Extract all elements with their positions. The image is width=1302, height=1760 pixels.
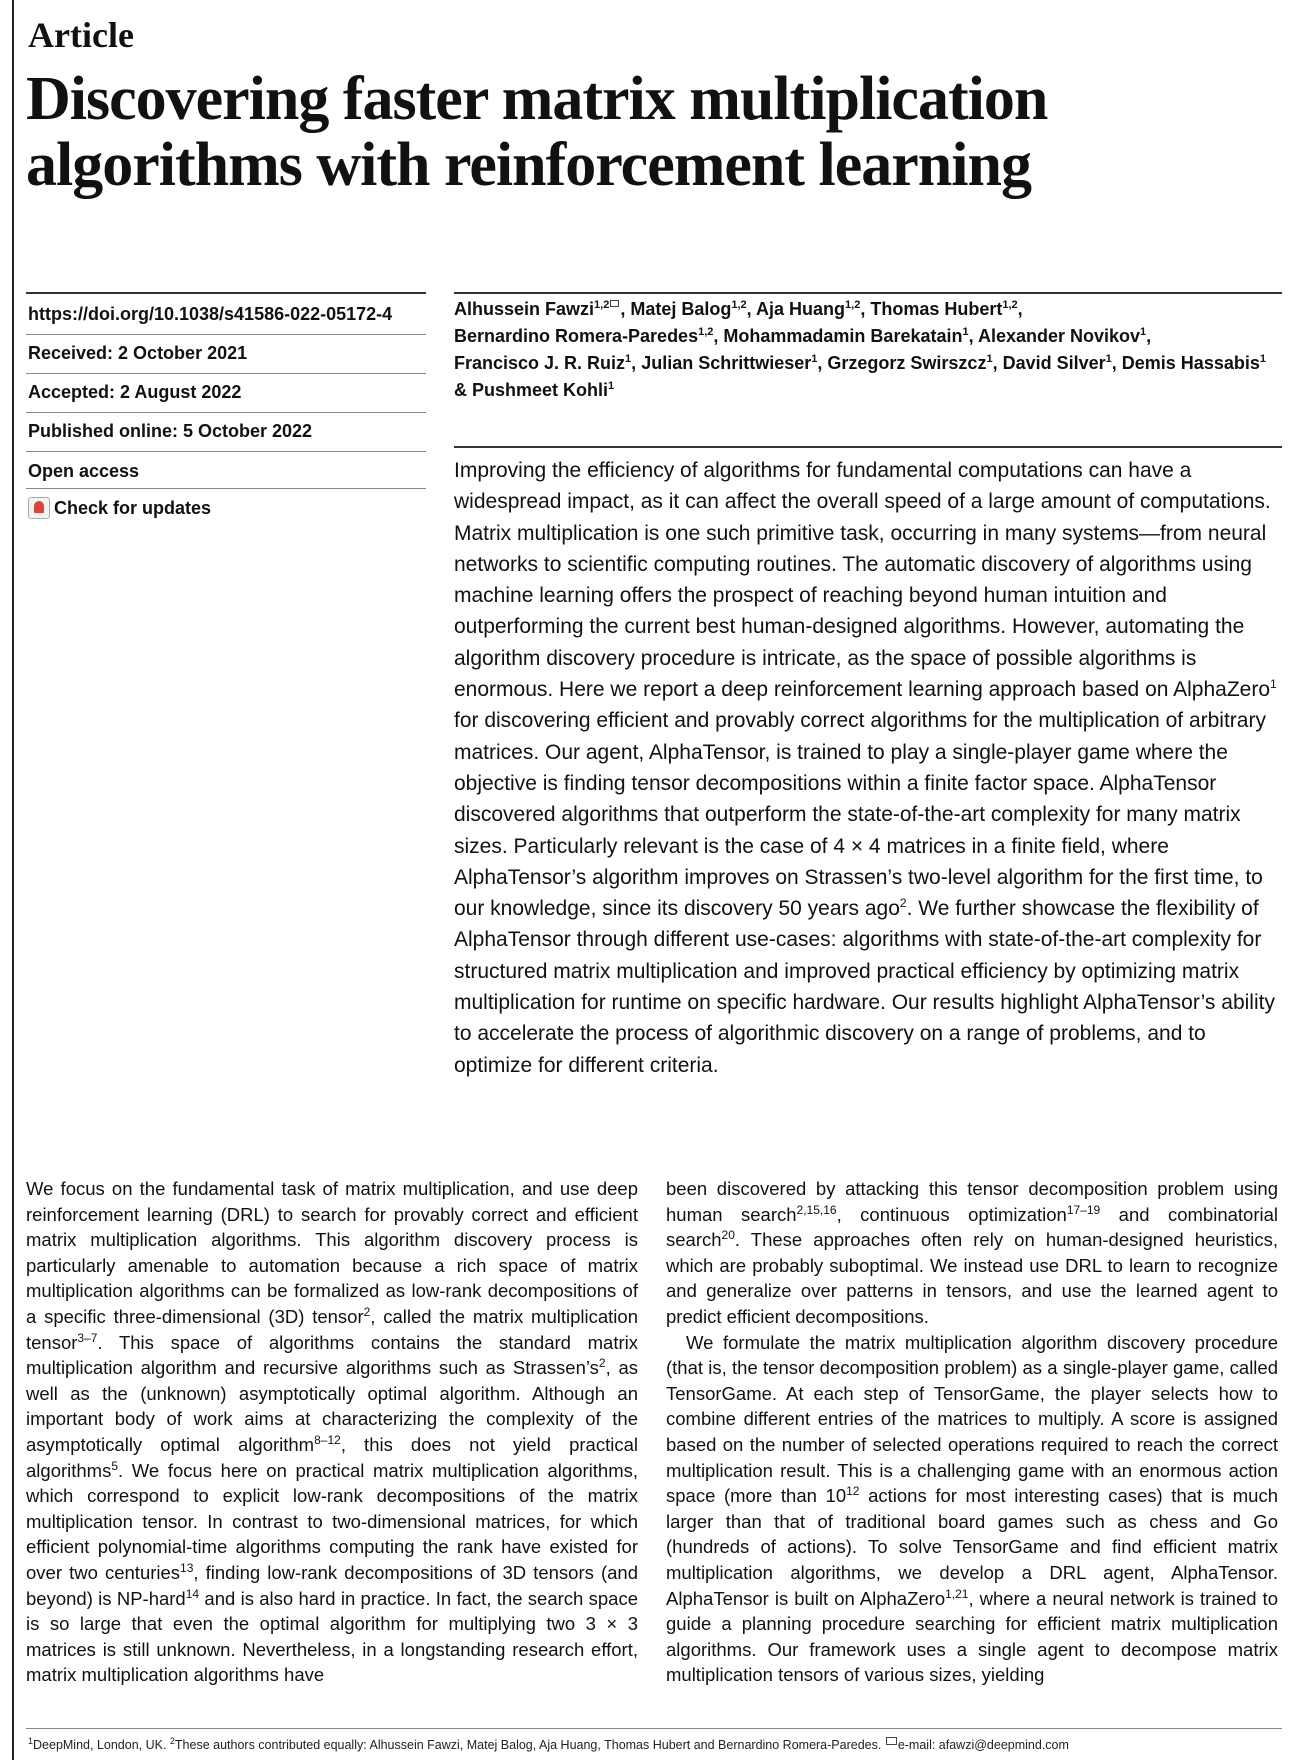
author-name: Bernardino Romera-Paredes [454,326,699,346]
body-column-left [26,1176,638,1688]
text-run: . We focus here on practical matrix multiplication algorithms, which correspond to explicit low-rank decompositions of the matrix multiplication tensor. In contrast to two-dimensional matrices, for which efficient polynomial-time algorithms computing the rank have existed for over two centuries [26,1459,638,1583]
footnote-marker: 1 [28,1735,34,1746]
text-run: . These approaches often rely on human-designed heuristics, which are probably suboptimal. We instead use DRL to learn to recognize and generalize over patterns in tensors, and use the learned agent to predict efficient decompositions. [666,1229,1278,1327]
citation-ref[interactable]: 1 [1270,677,1277,692]
check-for-updates-label: Check for updates [54,498,212,518]
meta-divider [26,488,426,489]
body-column-right [666,1176,1278,1688]
affiliation-marker: 1 [811,353,818,365]
text-run: Improving the efficiency of algorithms for fundamental computations can have a widespread impact, as it can affect the overall speed of a large amount of computations. Matrix multiplication is one such primitive task, occurring in many systems—from neural networks to scientific computing routines. The automatic discovery of algorithms using machine learning offers the prospect of reaching beyond human intuition and outperforming the current best human-designed algorithms. However, automating the algorithm discovery procedure is intricate, as the space of possible algorithms is enormous. Here we report a deep reinforcement learning approach based on AlphaZero [454,459,1271,702]
affiliation-text: DeepMind, London, UK. [33,1738,170,1752]
text-run: We formulate the matrix multiplication algorithm discovery procedure (that is, the tensor decomposition problem) as a single-player game, called TensorGame. At each step of TensorGame, the player selects how to combine different entries of the matrices to multiply. A score is assigned based on the number of selected operations required to reach the correct multiplication result. This is a challenging game with an enormous action space (more than 10 [666,1331,1278,1507]
author-name: Francisco J. R. Ruiz [454,353,626,373]
corresponding-email[interactable]: e-mail: afawzi@deepmind.com [897,1738,1069,1752]
citation-ref[interactable]: 12 [846,1483,860,1498]
text-run: for discovering efficient and provably correct algorithms for the multiplication of arbitrary matrices. Our agent, AlphaTensor, is trained to play a single-player game where the objective is finding tensor decompositions within a finite factor space. AlphaTensor discovered algorithms that outperform the state-of-the-art complexity for many matrix sizes. Particularly relevant is the case of 4 × 4 matrices in a finite field, where AlphaTensor’s algorithm improves on Strassen’s two-level algorithm for the first time, to our knowledge, since its discovery 50 years ago [454,709,1266,921]
author-name: Matej Balog [630,299,732,319]
footnote-rule [26,1728,1282,1729]
title-line-2: algorithms with reinforcement learning [26,131,1031,199]
affiliation-marker: 1,2 [698,326,714,338]
meta-top-rule [26,292,426,294]
affiliation-marker: 1 [962,326,969,338]
meta-divider [26,412,426,413]
citation-ref[interactable]: 8–12 [314,1432,341,1447]
footnote-marker: 2 [169,1735,175,1746]
citation-ref[interactable]: 20 [721,1228,735,1243]
citation-ref[interactable]: 2 [363,1304,371,1319]
citation-ref[interactable]: 2 [598,1356,606,1370]
article-title [26,66,1276,198]
text-run: , as well as the (unknown) asymptotically optimal algorithm. Although an important body of work aims at characterizing the complexity of the asymptotically optimal algorithm [26,1357,639,1455]
abstract [454,455,1282,1081]
citation-ref[interactable]: 17–19 [1066,1202,1101,1217]
body-paragraph [666,1330,1278,1688]
text-run: , this does not yield practical algorithms [26,1433,638,1481]
body-paragraph [666,1176,1278,1330]
received-date: Received: 2 October 2021 [28,343,248,363]
author-name: David Silver [1002,353,1106,373]
author-name: Thomas Hubert [870,299,1003,319]
left-margin-rule [12,0,14,1760]
title-line-1: Discovering faster matrix multiplication [26,65,1048,133]
footnote [28,1737,1288,1753]
text-run: and combinatorial search [666,1203,1279,1251]
affiliation-marker: 1,2 [845,299,861,311]
envelope-icon[interactable] [610,300,619,307]
affiliation-marker: 1,2 [731,299,747,311]
text-run: , continuous optimization [836,1203,1067,1225]
text-run: We focus on the fundamental task of matrix multiplication, and use deep reinforcement learning (DRL) to search for provably correct and efficient matrix multiplication algorithms. This algorithm discovery process is particularly amenable to automation because a rich space of matrix multiplication algorithms can be formalized as low-rank decompositions of a specific three-dimensional (3D) tensor [26,1178,638,1327]
open-access-label: Open access [28,461,140,481]
check-for-updates-button[interactable] [28,497,211,519]
citation-ref[interactable]: 5 [111,1458,119,1473]
citation-ref[interactable]: 14 [185,1586,200,1601]
author-name: Grzegorz Swirszcz [827,353,987,373]
affiliation-marker: 1 [986,353,993,365]
doi-link[interactable]: https://doi.org/10.1038/s41586-022-05172-4 [28,304,393,324]
text-run: , where a neural network is trained to guide a planning procedure searching for efficient matrix multiplication algorithms. Our framework uses a single agent to decompose matrix multiplication tensors of various sizes, yielding [666,1587,1278,1686]
author-name: Julian Schrittwieser [641,353,812,373]
author-name: Alexander Novikov [977,326,1141,346]
published-date: Published online: 5 October 2022 [28,421,313,441]
text-run: been discovered by attacking this tensor decomposition problem using human search [666,1178,1278,1225]
text-run: . We further showcase the flexibility of AlphaTensor through different use-cases: algorithms with state-of-the-art complexity for structured matrix multiplication and improved practical efficiency by optimizing matrix multiplication for runtime on specific hardware. Our results highlight AlphaTensor’s ability to accelerate the process of algorithmic discovery on a range of problems, and to optimize for different criteria. [454,897,1275,1077]
author-name: Demis Hassabis [1121,353,1260,373]
citation-ref[interactable]: 1,21 [945,1586,969,1601]
text-run: , called the matrix multiplication tensor [26,1305,638,1353]
citation-ref[interactable]: 2,15,16 [796,1202,837,1217]
text-run: . This space of algorithms contains the standard matrix multiplication algorithm and recursive algorithms such as Strassen’s [26,1331,638,1379]
citation-ref[interactable]: 3–7 [77,1330,98,1345]
accepted-date: Accepted: 2 August 2022 [28,382,242,402]
author-list: Alhussein Fawzi$^{1,2}$ , Matej Balog$^{1,2}$, Aja Huang$^{1,2}$, Thomas Hubert$^{1,2}$, Bernardino Romera-Paredes$^{1,2}$, Mohammadamin Barekatain$^1$, Alexander Novikov$^1$, Francisco J. R. Ruiz$^1$, Julian Schrittwieser$^1$, Grzegorz Swirszcz$^1$, David Silver$^1$, Demis Hassabis$^1$ & Pushmeet Kohli$^1$ [454,299,1266,400]
citation-ref[interactable]: 2 [899,896,907,911]
crossmark-icon [28,497,50,519]
text-run: , finding low-rank decompositions of 3D tensors (and beyond) is NP-hard [26,1561,638,1609]
author-name: Aja Huang [756,299,846,319]
author-name: Mohammadamin Barekatain [723,326,963,346]
meta-divider [26,334,426,335]
affiliation-marker: 1 [1140,326,1147,338]
affiliation-marker: 1,2 [1002,299,1018,311]
affiliation-marker: 1 [1259,353,1266,365]
author-name: Alhussein Fawzi [454,299,595,319]
abstract-top-rule [454,446,1282,448]
meta-divider [26,451,426,452]
text-run: and is also hard in practice. In fact, the search space is so large that even the optimal algorithm for multiplying two 3 × 3 matrices is still unknown. Nevertheless, in a longstanding research effort, matrix multiplication algorithms have [26,1587,639,1686]
authors-top-rule [454,292,1282,294]
affiliation-marker: 1 [608,380,615,392]
affiliation-marker: 1 [625,353,632,365]
equal-contribution-text: These authors contributed equally: Alhussein Fawzi, Matej Balog, Aja Huang, Thomas Hubert and Bernardino Romera-Paredes. [174,1738,885,1752]
affiliation-marker: 1 [1105,353,1112,365]
envelope-icon [886,1737,897,1745]
text-run: actions for most interesting cases) that is much larger than that of traditional board games such as chess and Go (hundreds of actions). To solve TensorGame and find efficient matrix multiplication algorithms, we develop a DRL agent, AlphaTensor. AlphaTensor is built on AlphaZero [666,1485,1278,1609]
citation-ref[interactable]: 13 [180,1560,194,1575]
affiliation-marker: 1,2 [594,299,610,311]
body-paragraph [26,1176,638,1688]
author-name: & Pushmeet Kohli [454,380,609,400]
meta-divider [26,373,426,374]
article-type-label: Article [28,15,134,55]
